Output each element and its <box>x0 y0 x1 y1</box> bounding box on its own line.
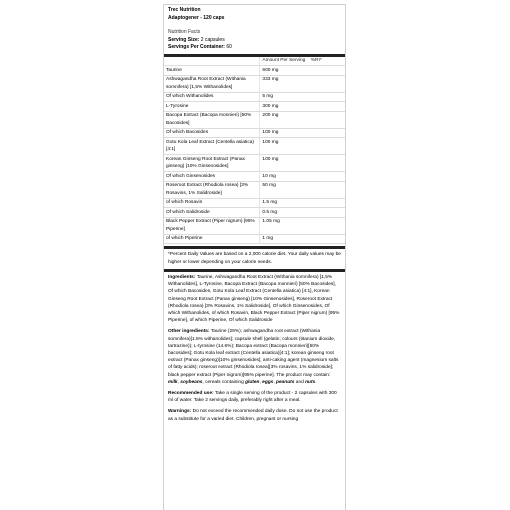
servings-per-container <box>168 44 341 52</box>
allergen-soybeans: soybeans <box>180 379 203 385</box>
recommended-use-label: Recommended use: <box>168 391 214 397</box>
nutrient-name: Gotu Kola Leaf Extract (Centella asiatica) [4:1] <box>164 138 260 155</box>
ingredients-section <box>164 269 345 326</box>
nutrient-dv <box>309 208 345 218</box>
nutrient-row <box>164 75 345 92</box>
nutrient-name: Korean Ginseng Root Extract (Panax ginseng) [10% Ginsenosides] <box>164 155 260 172</box>
nutrient-name: L-Tyrosine <box>164 102 260 112</box>
nutrient-dv <box>309 155 345 172</box>
serving-size-label: Serving Size: <box>168 36 200 43</box>
nutrient-dv <box>309 102 345 112</box>
nutrient-dv <box>309 172 345 182</box>
nutrient-dv <box>309 217 345 234</box>
nutrient-name: Of which Withanolides <box>164 92 260 102</box>
nutrient-dv <box>309 234 345 244</box>
nutrient-amount: 50 mg <box>260 181 309 198</box>
servings-per-container-value: 60 <box>226 44 232 50</box>
nutrient-row <box>164 66 345 76</box>
nutrient-name: of which Piperine <box>164 234 260 244</box>
nutrient-name: Bacopa Extract (Bacopa monnieri) [50% Bacosides] <box>164 111 260 128</box>
nutrient-row <box>164 128 345 138</box>
nutrient-amount: 333 mg <box>260 75 309 92</box>
nutrient-row <box>164 234 345 244</box>
warnings-label: Warnings: <box>168 409 192 415</box>
nutrient-dv <box>309 75 345 92</box>
dv-column-header: %RI* <box>309 57 345 66</box>
warnings-section <box>164 406 345 424</box>
nutrient-amount: 200 mg <box>260 111 309 128</box>
serving-size-value: 2 capsules <box>200 36 225 43</box>
nutrient-amount: 100 mg <box>260 155 309 172</box>
nutrition-label-panel <box>163 4 346 510</box>
nutrient-row <box>164 172 345 182</box>
nutrient-amount: 5 mg <box>260 92 309 102</box>
name-column-header <box>164 57 260 66</box>
nutrient-row <box>164 138 345 155</box>
nutrient-row <box>164 181 345 198</box>
nutrient-dv <box>309 138 345 155</box>
product-name: Adaptogener - 120 caps <box>168 14 225 21</box>
nutrient-row <box>164 208 345 218</box>
nutrient-amount: 100 mg <box>260 138 309 155</box>
nutrient-row <box>164 155 345 172</box>
nutrient-amount: 600 mg <box>260 66 309 76</box>
allergen-nuts: nuts <box>305 379 316 385</box>
nutrient-name: Of which Ginsenosides <box>164 172 260 182</box>
nutrient-dv <box>309 92 345 102</box>
serving-size <box>168 37 341 45</box>
nutrient-name: Roseroot Extract (Rhodiola rosea) [3% Rosavins, 1% Salidroside] <box>164 181 260 198</box>
allergen-eggs: eggs <box>262 379 274 385</box>
nutrient-dv <box>309 181 345 198</box>
table-header-row <box>164 57 345 66</box>
allergen-gluten: gluten <box>245 379 260 385</box>
nutrient-table <box>164 57 345 245</box>
nutrient-amount: 1 mg <box>260 234 309 244</box>
amount-column-header: Amount Per Serving <box>260 57 309 66</box>
nutrient-name: Black Pepper Extract (Piper nigrum) [95% Piperine] <box>164 217 260 234</box>
nutrient-name: Ashwagandha Root Extract (Withania somnifera) [1,5% Withanolides] <box>164 75 260 92</box>
nutrient-dv <box>309 111 345 128</box>
nutrient-row <box>164 111 345 128</box>
nutrient-row <box>164 198 345 208</box>
warnings-text: Do not exceed the recommended daily dose. Do not use the product as a substitute for a varied diet. Children, pregnant or nursing <box>168 409 338 422</box>
nutrient-dv <box>309 198 345 208</box>
nutrient-name: Taurine <box>164 66 260 76</box>
nutrient-name: Of which Salidroside <box>164 208 260 218</box>
nutrient-amount: 10 mg <box>260 172 309 182</box>
nutrient-amount: 0.5 mg <box>260 208 309 218</box>
nutrient-amount: 1.05 mg <box>260 217 309 234</box>
nutrient-dv <box>309 128 345 138</box>
nutrient-name: of which Rosavin <box>164 198 260 208</box>
nutrient-amount: 300 mg <box>260 102 309 112</box>
recommended-use-text: Take a single serving of the product - 2 capsules with 300 ml of water. Take 2 servings daily, preferably right after a meal. <box>168 391 337 404</box>
nutrient-name: Of which Bacosides <box>164 128 260 138</box>
ingredients-label: Ingredients: <box>168 275 196 280</box>
label-header <box>164 5 345 52</box>
other-ingredients-label: Other ingredients: <box>168 329 210 335</box>
other-ingredients-text: Taurine (29%); ashwagandha root extract (Withania somnifera)[1.5% withanolides]; capsule shell (gelatin; colours (titanium dioxide, tartrazine)); L-tyrosine (14.6%); Bacopa extract (Bacopa monnieri)[50% bacosides]; Gotu Kola leaf extract (Centella asiatica)[4:1]; korean ginseng root extract (Panax ginseng)[10% ginsenosides]; anti-caking agent (magnesium salts of fatty acids); roseroot extract (Rhodiola rosea)[3% rosavins, 1% salidroside]; black pepper extract (Piper nigrum)[95% piperine]. The product may contain: <box>168 329 339 378</box>
recommended-use-section <box>164 388 345 406</box>
other-ingredients-section: Other ingredients: Taurine (29%); ashwagandha root extract (Withania somnifera)[1.5% withanolides]; capsule shell (gelatin; colours (titanium dioxide, tartrazine)); L-tyrosine (14.6%); Bacopa extract (Bacopa monnieri)[50% bacosides]; Gotu Kola leaf extract (Centella asiatica)[4:1]; korean ginseng root extract (Panax ginseng)[10% ginsenosides]; anti-caking agent (magnesium salts of fatty acids); roseroot extract (Rhodiola rosea)[3% rosavins, 1% salidroside]; black pepper extract (Piper nigrum)[95% piperine]. The product may contain: milk, soybeans, cereals containing gluten, eggs, peanuts and nuts. <box>168 329 339 385</box>
ingredients-text: Taurine, Ashwagandha Root Extract (Withania somnifera) [1,5% Withanolides], L-Tyrosine, Bacopa Extract (Bacopa monnieri) [50% Bacosides], Of which Bacosides, Gotu Kola Leaf Extract (Centella asiatica) [4:1], Korean Ginseng Root Extract (Panax ginseng) [10% Ginsenosides], Roseroot Extract (Rhodiola rosea) [3% Rosavins, 1% Salidroside], Of which Ginsenosides, Of which Withanolides, of which Rosavin, Black Pepper Extract (Piper nigrum) [95% Piperine], of which Piperine, Of which Salidroside <box>168 275 340 324</box>
servings-per-container-label: Servings Per Container: <box>168 44 225 50</box>
allergen-milk: milk <box>168 379 178 385</box>
nutrient-row <box>164 102 345 112</box>
allergen-peanuts: peanuts <box>276 379 295 385</box>
nutrient-amount: 100 mg <box>260 128 309 138</box>
facts-title: Nutrition Facts <box>168 29 201 35</box>
nutrient-amount: 1.5 mg <box>260 198 309 208</box>
nutrient-row <box>164 217 345 234</box>
nutrient-dv <box>309 66 345 76</box>
brand-name: Trec Nutrition <box>168 7 201 13</box>
nutrient-row <box>164 92 345 102</box>
daily-value-note: *Percent Daily Values are based on a 2,000 calorie diet. Your daily values may be higher or lower depending on your calorie needs. <box>164 246 345 269</box>
